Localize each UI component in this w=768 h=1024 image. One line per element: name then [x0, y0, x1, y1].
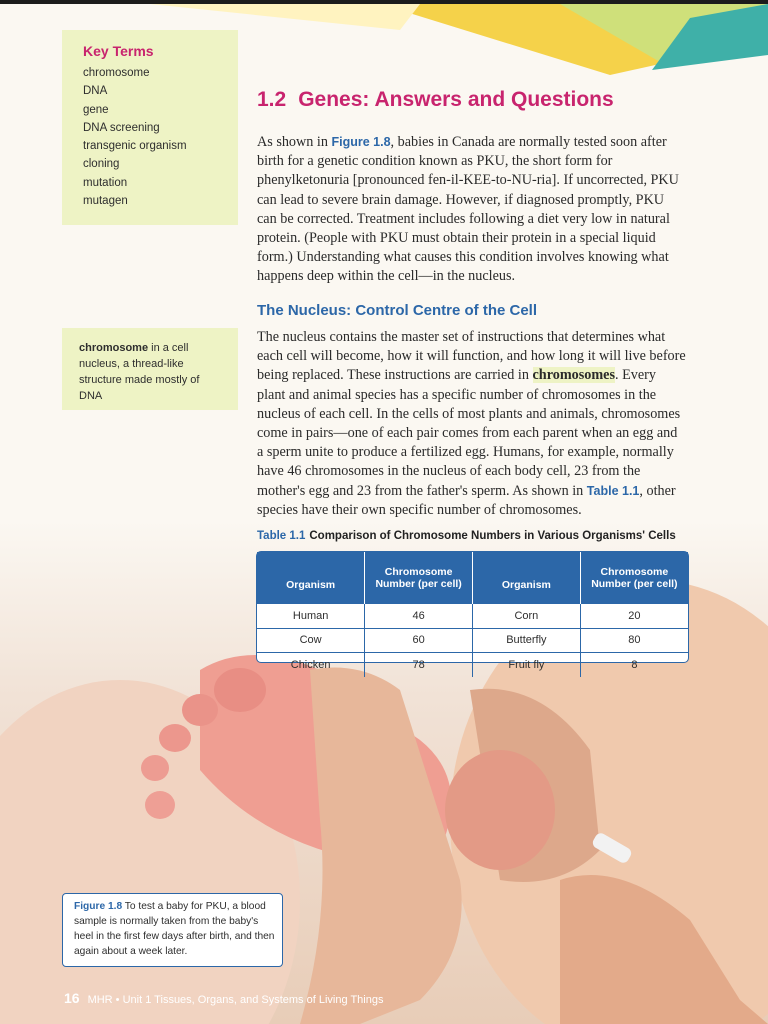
table-row	[257, 628, 688, 653]
page-footer	[64, 990, 383, 1006]
table-cell: 80	[580, 628, 688, 653]
table-cell: 46	[365, 604, 473, 629]
table-caption	[257, 530, 676, 542]
table-header: Organism	[257, 552, 365, 604]
key-term: DNA screening	[83, 121, 160, 134]
table-cell: Fruit fly	[473, 653, 581, 677]
table-cell: Human	[257, 604, 365, 629]
section-title	[257, 88, 614, 112]
key-term: mutagen	[83, 195, 128, 208]
table-header: Chromosome Number (per cell)	[580, 552, 688, 604]
table-cell: Butterfly	[473, 628, 581, 653]
glossary-text: in a cell nucleus, a thread-like structure made mostly of DNA	[79, 342, 200, 402]
table-header: Chromosome Number (per cell)	[365, 552, 473, 604]
figure-caption	[74, 899, 276, 959]
key-term: chromosome	[83, 67, 150, 79]
table-row	[257, 604, 688, 629]
figure-caption-text: To test a baby for PKU, a blood sample is normally taken from the baby's heel in the first few days after birth, and then again about a week later.	[74, 901, 275, 957]
footer-text: MHR • Unit 1 Tissues, Organs, and Systems of Living Things	[87, 994, 384, 1006]
table-cell: 8	[580, 653, 688, 677]
table-cell: Chicken	[257, 653, 365, 677]
key-term: gene	[83, 103, 109, 116]
intro-paragraph	[257, 133, 687, 287]
glossary-term: chromosome	[79, 342, 149, 354]
key-term: mutation	[83, 176, 128, 189]
highlighted-term: chromosomes	[532, 367, 615, 384]
nucleus-paragraph	[257, 328, 687, 520]
nucleus-text: , other species have their own specific number of chromosomes.	[257, 482, 676, 518]
key-term: transgenic organism	[83, 140, 187, 153]
table-caption-text: Comparison of Chromosome Numbers in Various Organisms' Cells	[309, 530, 676, 542]
table-reference: Table 1.1	[586, 483, 640, 498]
table-number: Table 1.1	[257, 530, 306, 542]
nucleus-text: The nucleus contains the master set of instructions that determines what each cell will become, how it will function, and how long it will live before being replaced. These instructions are carried in	[257, 329, 686, 384]
nucleus-text: . Every plant and animal species has a specific number of chromosomes in the nucleus of each cell. In the cells of most plants and animals, chromosomes come in pairs—one of each pair comes from each parent when an egg and a sperm unite to produce a fertilized egg. Humans, for example, normally have 46 chromosomes in the nucleus of each body cell, 23 from the mother's egg and 23 from the father's sperm. As shown in	[257, 367, 681, 499]
page-number: 16	[64, 990, 80, 1006]
table-header-row	[257, 552, 688, 604]
key-term: cloning	[83, 158, 120, 171]
glossary-definition	[79, 340, 214, 404]
figure-number: Figure 1.8	[74, 901, 123, 912]
section-title-text: Genes: Answers and Questions	[298, 88, 614, 111]
key-terms-title: Key Terms	[83, 43, 154, 59]
table-cell: Cow	[257, 628, 365, 653]
intro-text: , babies in Canada are normally tested soon after birth for a genetic condition known as PKU, the short form for phenylketonuria [pronounced fen-il-KEE-to-NU-ria]. If uncorrected, PKU can lead to severe brain damage. However, if diagnosed promptly, PKU can be corrected. Treatment includes following a diet very low in natural protein. (People with PKU must obtain their protein in a special liquid form.) Understanding what causes this condition involves knowing what happens deep within the cell—in the nucleus.	[257, 134, 679, 285]
key-terms-list	[83, 64, 187, 210]
table-cell: 20	[580, 604, 688, 629]
table-cell: Corn	[473, 604, 581, 629]
table-row	[257, 653, 688, 677]
intro-text: As shown in	[257, 134, 332, 150]
table-cell: 78	[365, 653, 473, 677]
figure-reference: Figure 1.8	[331, 135, 391, 149]
key-term: DNA	[83, 85, 108, 98]
table-cell: 60	[365, 628, 473, 653]
section-number: 1.2	[257, 88, 287, 111]
chromosome-table	[256, 551, 689, 671]
subsection-heading: The Nucleus: Control Centre of the Cell	[257, 302, 538, 319]
chromosome-table-grid	[257, 552, 688, 677]
table-header: Organism	[473, 552, 581, 604]
